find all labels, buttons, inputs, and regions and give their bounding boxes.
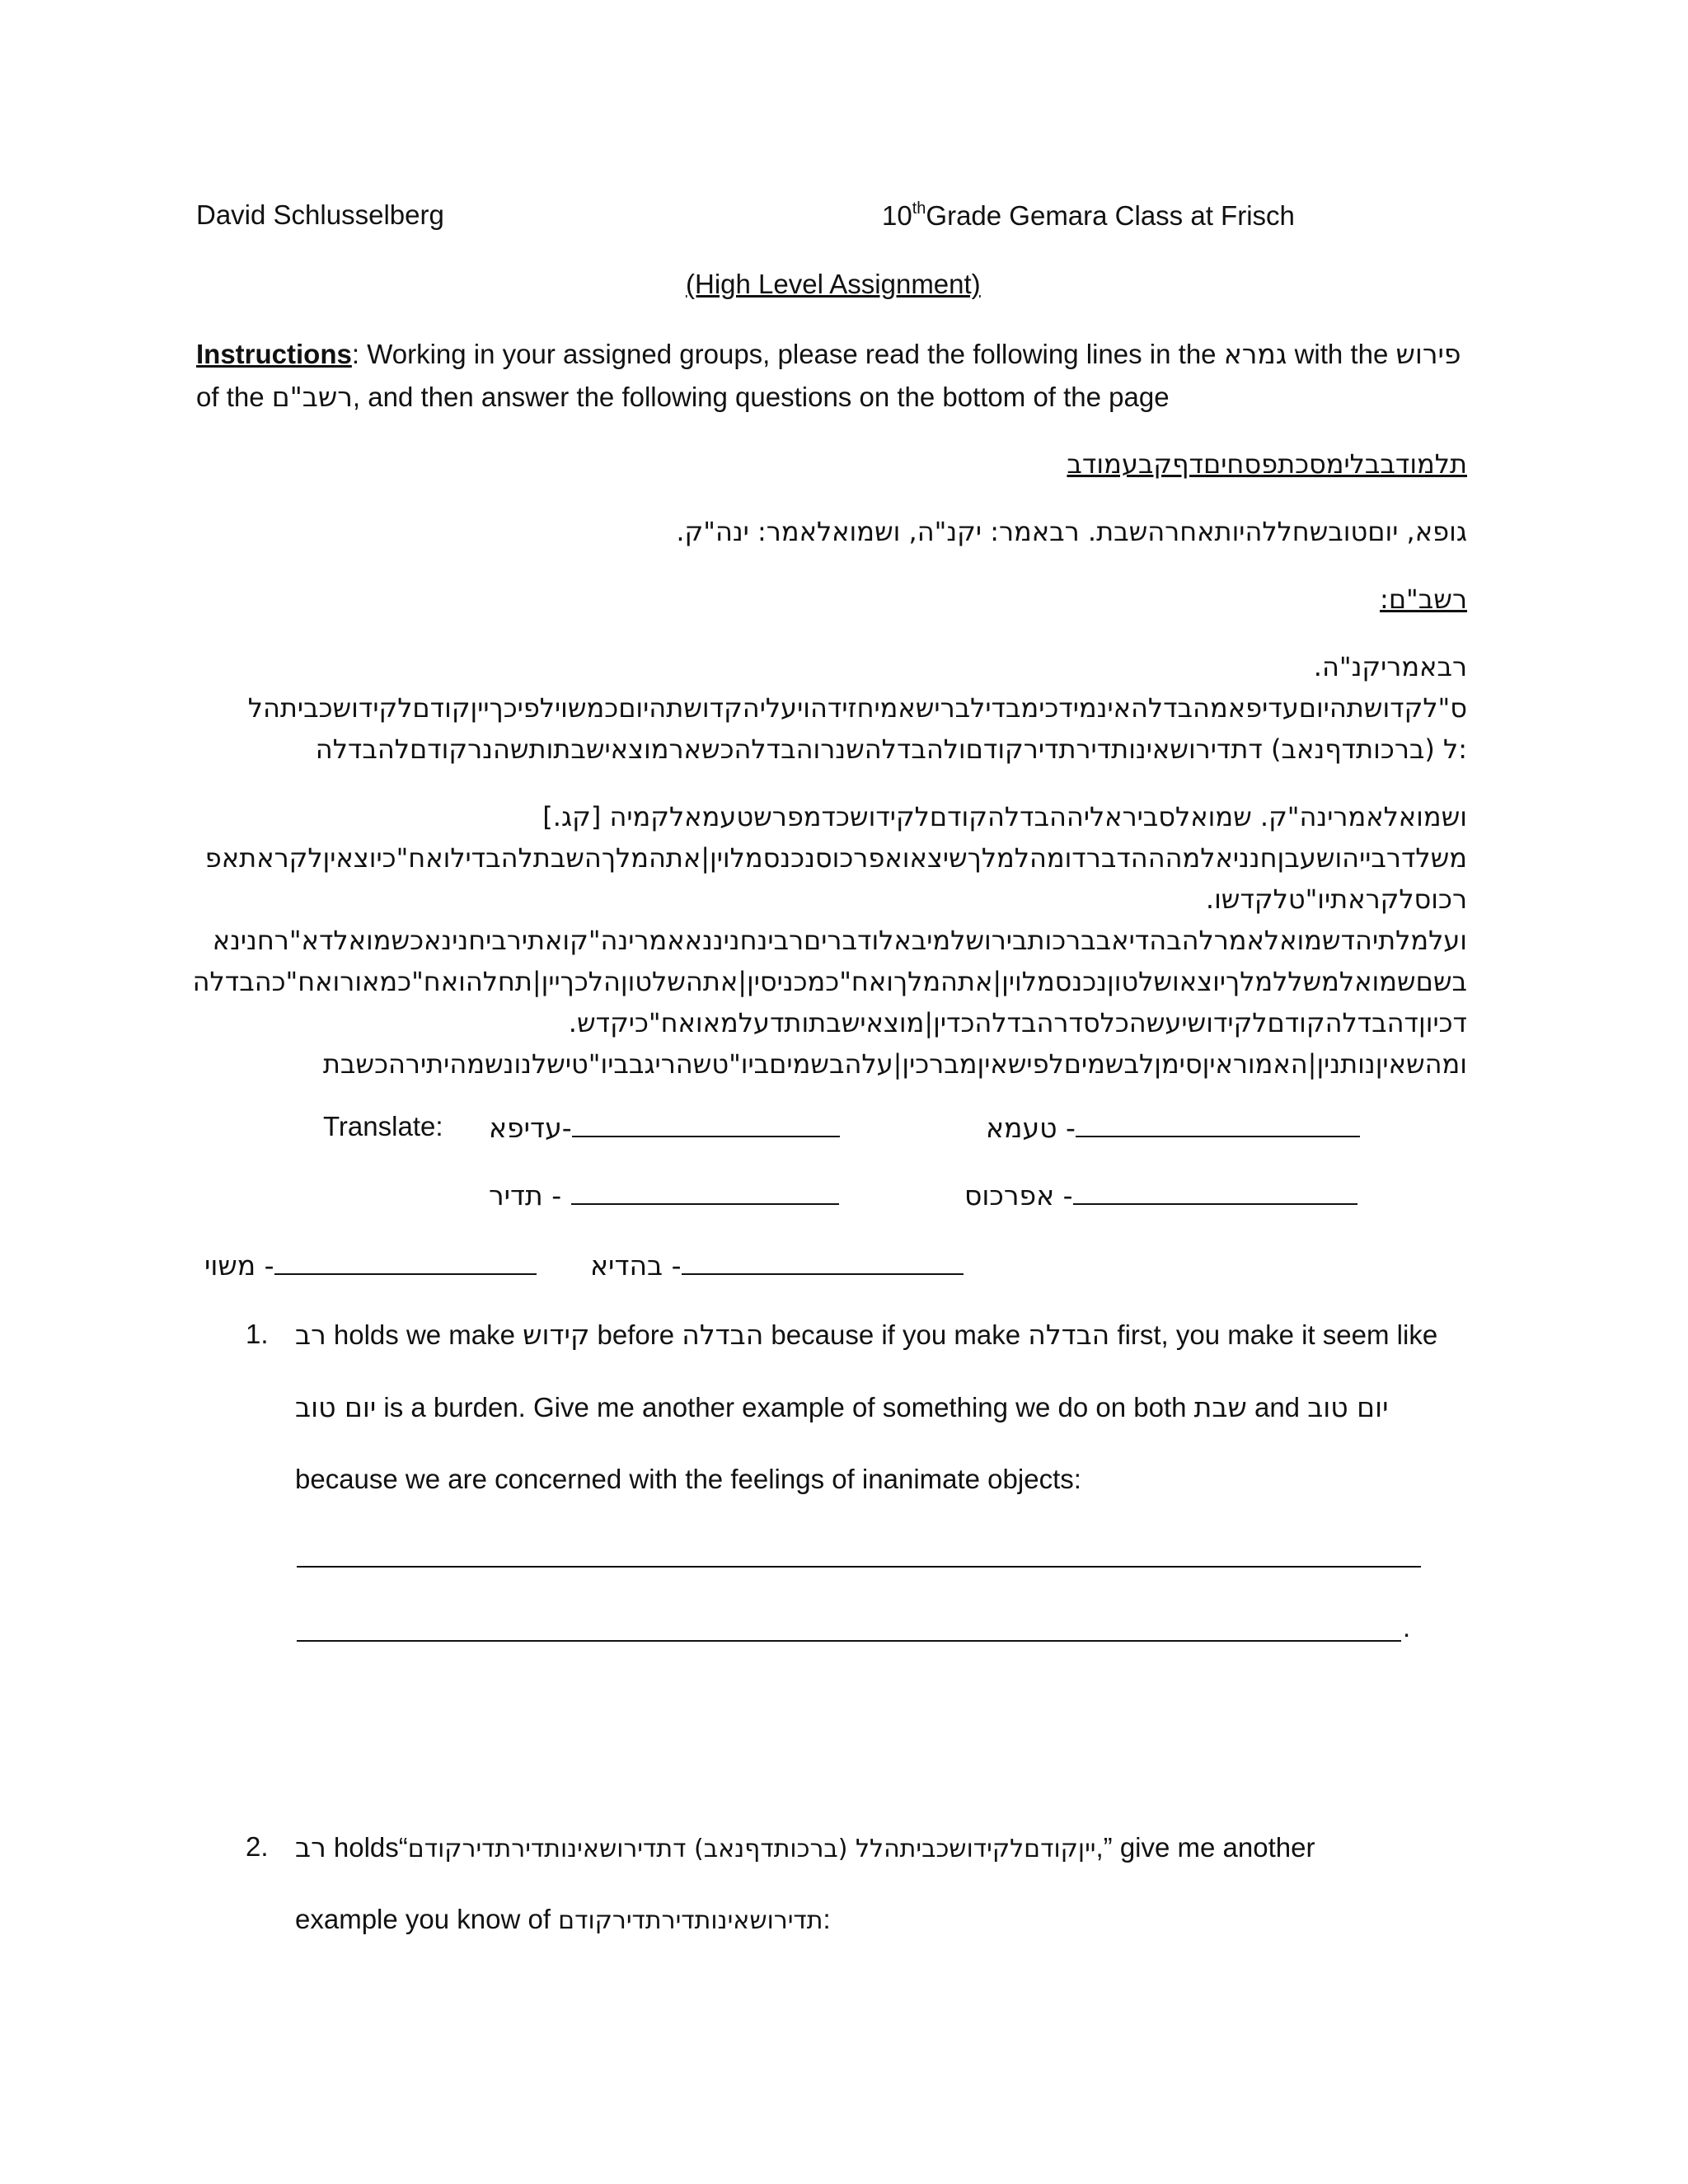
- author-name: David Schlusselberg: [196, 199, 444, 230]
- question-1-line-1: [295, 1319, 1437, 1351]
- question-text: and: [1246, 1392, 1308, 1422]
- translate-item-adifa: [489, 1111, 840, 1144]
- translate-word: אפרכוס -: [964, 1179, 1073, 1212]
- question-text: is a burden. Give me another example of something we do on both: [376, 1392, 1194, 1422]
- answer-blank[interactable]: [274, 1249, 537, 1275]
- instructions-line-1: [196, 338, 1461, 370]
- question-text: ,” give me another: [1095, 1832, 1315, 1863]
- rashbam-word: רשב"ם: [271, 381, 353, 413]
- translate-word: תדיר -: [489, 1179, 562, 1212]
- answer-period: .: [1403, 1612, 1411, 1643]
- instructions-line-2: [196, 381, 1170, 413]
- question-text: :: [823, 1904, 831, 1934]
- class-name: Grade Gemara Class at Frisch: [926, 200, 1295, 231]
- gemara-word: גמרא: [1223, 338, 1287, 370]
- hebrew-term: תדירושאינותדירתדירקודם: [558, 1906, 823, 1935]
- rashbam-p1-line-1: רבאמריקנ"ה.: [1313, 651, 1467, 682]
- rashbam-p2-line-1: ושמואלאמרינה"ק. שמואלסביראליההבדלהקודםלקידושכדמפרשטעמאלקמיה [קג.]: [542, 801, 1467, 832]
- hebrew-term: שבת: [1193, 1391, 1247, 1423]
- gemara-text: גופא, יוםטובשחללהיותאחרהשבת. רבאמר: יקנ"ה, ושמואלאמר: ינה"ק.: [676, 516, 1467, 547]
- answer-blank[interactable]: [1076, 1111, 1360, 1137]
- translate-item-mashui: [204, 1249, 537, 1282]
- question-text: example you know of: [295, 1904, 559, 1934]
- rashbam-p2-line-3: רכוסלקראתיו"טלקדשו.: [1205, 883, 1467, 915]
- question-1-line-3: because we are concerned with the feelings of inanimate objects:: [295, 1464, 1081, 1494]
- instructions-text-2: with the: [1287, 339, 1396, 369]
- translate-word: בהדיא -: [590, 1249, 682, 1282]
- hebrew-term: קידוש: [523, 1319, 590, 1351]
- rashbam-p2-line-7: ומהשאיןנותנין|האמוראיןסימןלבשמיםלפישאיןמברכין|עלהבשמיםביו"טשהריגבביו"טישלנונשמהיתירהכשבת: [322, 1048, 1467, 1080]
- instructions-text-4: , and then answer the following questions on the bottom of the page: [352, 382, 1170, 412]
- question-2-number: 2.: [246, 1831, 269, 1862]
- question-2-line-1: [295, 1831, 1315, 1863]
- question-text: first, you make it seem like: [1109, 1319, 1438, 1350]
- instructions-label: Instructions: [196, 339, 352, 369]
- question-text: because if you make: [763, 1319, 1029, 1350]
- question-1-number: 1.: [246, 1319, 269, 1349]
- rashbam-title: רשב"ם:: [1380, 583, 1467, 615]
- perush-word: פירוש: [1395, 338, 1461, 370]
- rashbam-p1-line-3: :ל (ברכותדףנאב) דתדירושאינותדירתדירקודםולהבדלהשנרוהבדלהכשארמוצאישבתותשהנרקודםלהבדלה: [315, 733, 1467, 765]
- answer-line-2[interactable]: [297, 1640, 1401, 1642]
- hebrew-term: הבדלה: [682, 1319, 764, 1351]
- answer-blank[interactable]: [682, 1249, 964, 1275]
- answer-blank[interactable]: [1073, 1179, 1357, 1205]
- grade-suffix: th: [912, 199, 926, 218]
- hebrew-term: הבדלה: [1028, 1319, 1110, 1351]
- translate-item-afarkus: [964, 1179, 1357, 1212]
- rashbam-p1-line-2: ס"לקדושתהיוםעדיפאמהבדלהאינמידכימבדילברישאמיחזידהויעליהקדושתהיוםכמשוילפיכךייןקודםלקידושכביתהל: [247, 692, 1467, 724]
- question-1-line-2: [295, 1391, 1388, 1423]
- hebrew-term: ייןקודםלקידושכביתהלל (ברכותדףנאב) דתדירושאינותדירתדירקודם: [407, 1835, 1096, 1863]
- question-text: before: [589, 1319, 682, 1350]
- grade-number: 10: [882, 200, 912, 231]
- translate-word: משוי -: [204, 1249, 274, 1282]
- question-text: holds“: [326, 1832, 408, 1863]
- answer-blank[interactable]: [572, 1111, 840, 1137]
- instructions-text-3: of the: [196, 382, 272, 412]
- translate-item-taama: [986, 1111, 1360, 1144]
- translate-item-tadir: [489, 1179, 839, 1212]
- translate-word: טעמא -: [986, 1112, 1076, 1144]
- rashbam-p2-line-2: משלדרבייהושעבןחנניאלמהההדברדומהלמלךשיצאואפרכוסנכנסמלוין|אתהמלךהשבתלהבדילואח"כיוצאיןלקראתאפ: [204, 842, 1467, 874]
- hebrew-term: יום טוב: [295, 1391, 377, 1423]
- hebrew-term: רב: [295, 1319, 326, 1351]
- answer-line-1[interactable]: [297, 1566, 1421, 1568]
- translate-word: עדיפא-: [489, 1112, 572, 1144]
- hebrew-term: רב: [295, 1831, 326, 1863]
- translate-label: Translate:: [323, 1111, 443, 1141]
- class-title: [882, 199, 1295, 232]
- rashbam-p2-line-4: ועלמלתיהדשמואלאמרלהבהדיאבברכותבירושלמיבאלודבריםרבינחניננאאמרינה"קואתירביחנינאכשמואלדא"רחנינא: [212, 925, 1467, 956]
- question-text: holds we make: [326, 1319, 523, 1350]
- rashbam-p2-line-5: בשםשמואלמשללמלךיוצאושלטוןנכנסמלוין|אתהמלךואח"כמכניסין|אתהשלטוןהלכךיין|תחלהואח"כמאורואח"כהבדלה: [192, 966, 1467, 997]
- rashbam-p2-line-6: דכיוןדהבדלהקודםלקידושיעשהכלסדרהבדלהכדין|מוצאישבתותדעלמאואח"כיקדש.: [568, 1007, 1467, 1038]
- instructions-text-1: : Working in your assigned groups, please read the following lines in the: [351, 339, 1224, 369]
- answer-blank[interactable]: [571, 1179, 839, 1205]
- source-title: תלמודבבלימסכתפסחיםדףקבעמודב: [1067, 448, 1467, 480]
- question-2-line-2: [295, 1904, 831, 1935]
- hebrew-term: יום טוב: [1307, 1391, 1389, 1423]
- assignment-title: (High Level Assignment): [686, 269, 981, 299]
- translate-item-bahadya: [590, 1249, 964, 1282]
